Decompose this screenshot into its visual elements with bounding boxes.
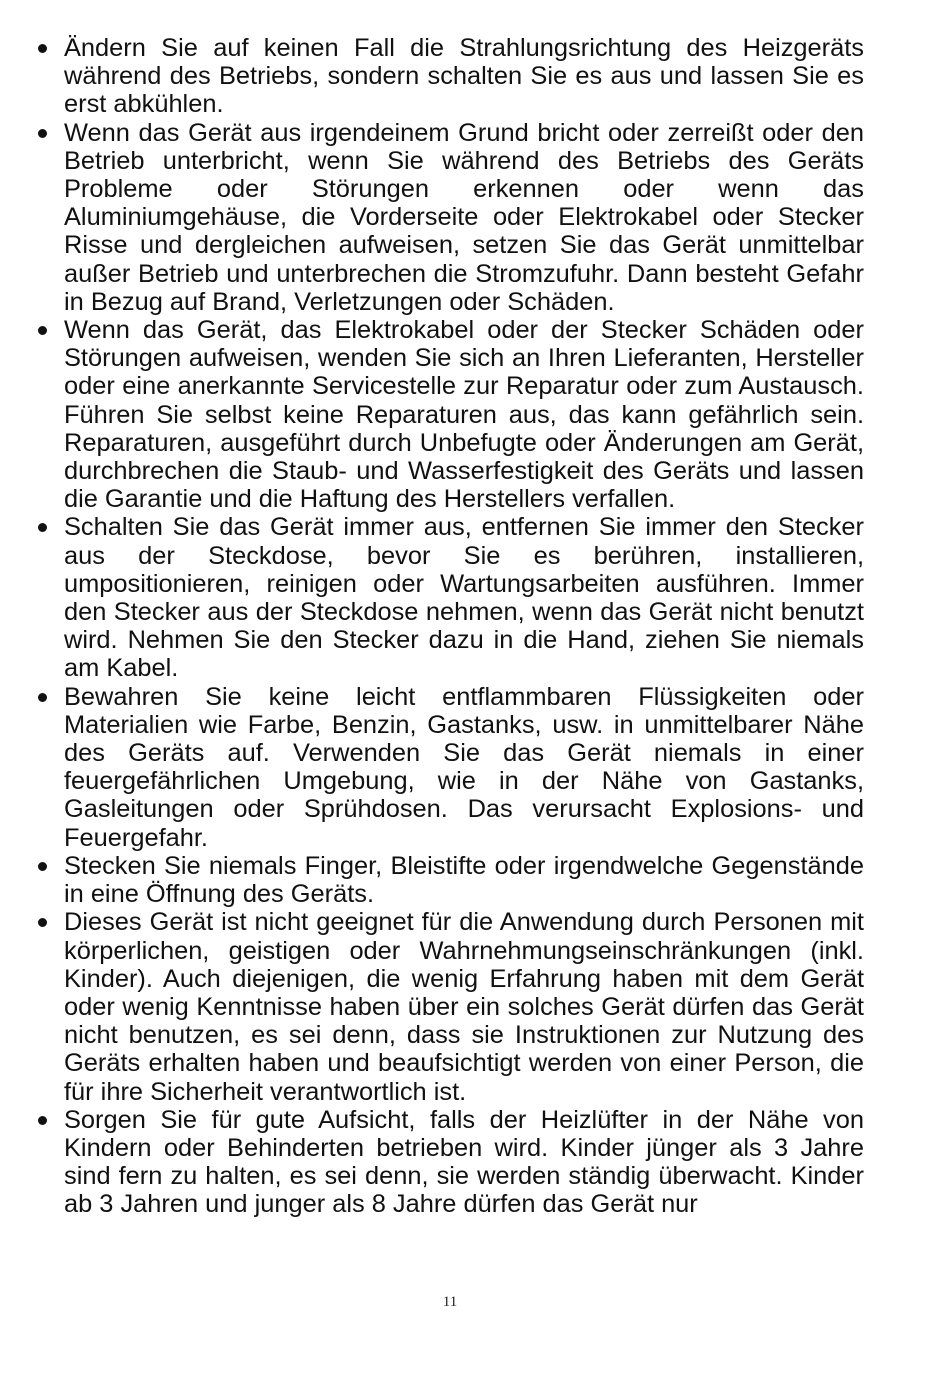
bullet-icon (38, 862, 47, 871)
safety-instructions-list (30, 34, 864, 1219)
list-item-text: Wenn das Gerät, das Elektrokabel oder der Stecker Schäden oder Störungen aufweisen, wenden Sie sich an Ihren Lieferanten, Hersteller oder eine anerkannte Servicestelle zur Reparatur oder zum Austausch. Führen Sie selbst keine Reparaturen aus, das kann gefährlich sein. Reparaturen, ausgeführt durch Unbefugte oder Änderungen am Gerät, durchbrechen die Staub- und Wasserfestigkeit des Geräts und lassen die Garantie und die Haftung des Herstellers verfallen. (64, 316, 864, 514)
list-item (30, 119, 864, 316)
bullet-icon (38, 326, 47, 335)
list-item-text: Ändern Sie auf keinen Fall die Strahlungsrichtung des Heizgeräts während des Betriebs, sondern schalten Sie es aus und lassen Sie es erst abkühlen. (64, 34, 864, 119)
list-item (30, 852, 864, 908)
list-item (30, 908, 864, 1105)
bullet-icon (38, 44, 47, 53)
bullet-icon (38, 523, 47, 532)
page-number: 11 (442, 1294, 458, 1310)
list-item-text: Schalten Sie das Gerät immer aus, entfernen Sie immer den Stecker aus der Steckdose, bevor Sie es berühren, installieren, umpositionieren, reinigen oder Wartungsarbeiten ausführen. Immer den Stecker aus der Steckdose nehmen, wenn das Gerät nicht benutzt wird. Nehmen Sie den Stecker dazu in die Hand, ziehen Sie niemals am Kabel. (64, 513, 864, 683)
list-item (30, 34, 864, 119)
list-item (30, 513, 864, 682)
list-item-text: Wenn das Gerät aus irgendeinem Grund bricht oder zerreißt oder den Betrieb unterbricht, wenn Sie während des Betriebs des Geräts Probleme oder Störungen erkennen oder wenn das Aluminiumgehäuse, die Vorderseite oder Elektrokabel oder Stecker Risse und dergleichen aufweisen, setzen Sie das Gerät unmittelbar außer Betrieb und unterbrechen die Stromzufuhr. Dann besteht Gefahr in Bezug auf Brand, Verletzungen oder Schäden. (64, 118, 864, 316)
bullet-icon (38, 1116, 47, 1125)
list-item-text: Dieses Gerät ist nicht geeignet für die Anwendung durch Personen mit körperlichen, geistigen oder Wahrnehmungseinschränkungen (inkl. Kinder). Auch diejenigen, die wenig Erfahrung haben mit dem Gerät oder wenig Kenntnisse haben über ein solches Gerät dürfen das Gerät nicht benutzen, es sei denn, dass sie Instruktionen zur Nutzung des Geräts erhalten haben und beaufsichtigt werden von einer Person, die für ihre Sicherheit verantwortlich ist. (64, 908, 864, 1106)
list-item-text: Stecken Sie niemals Finger, Bleistifte oder irgendwelche Gegenstände in eine Öffnung des Geräts. (64, 851, 864, 909)
list-item (30, 683, 864, 852)
list-item-text: Sorgen Sie für gute Aufsicht, falls der Heizlüfter in der Nähe von Kindern oder Behinderten betrieben wird. Kinder jünger als 3 Jahre sind fern zu halten, es sei denn, sie werden ständig überwacht. Kinder ab 3 Jahren und junger als 8 Jahre dürfen das Gerät nur (64, 1105, 864, 1219)
bullet-icon (38, 129, 47, 138)
list-item-text: Bewahren Sie keine leicht entflammbaren Flüssigkeiten oder Materialien wie Farbe, Benzin, Gastanks, usw. in unmittelbarer Nähe des Geräts auf. Verwenden Sie das Gerät niemals in einer feuergefährlichen Umgebung, wie in der Nähe von Gastanks, Gasleitungen oder Sprühdosen. Das verursacht Explosions- und Feuergefahr. (64, 682, 864, 852)
list-item (30, 1106, 864, 1219)
bullet-icon (38, 693, 47, 702)
bullet-icon (38, 918, 47, 927)
list-item (30, 316, 864, 513)
